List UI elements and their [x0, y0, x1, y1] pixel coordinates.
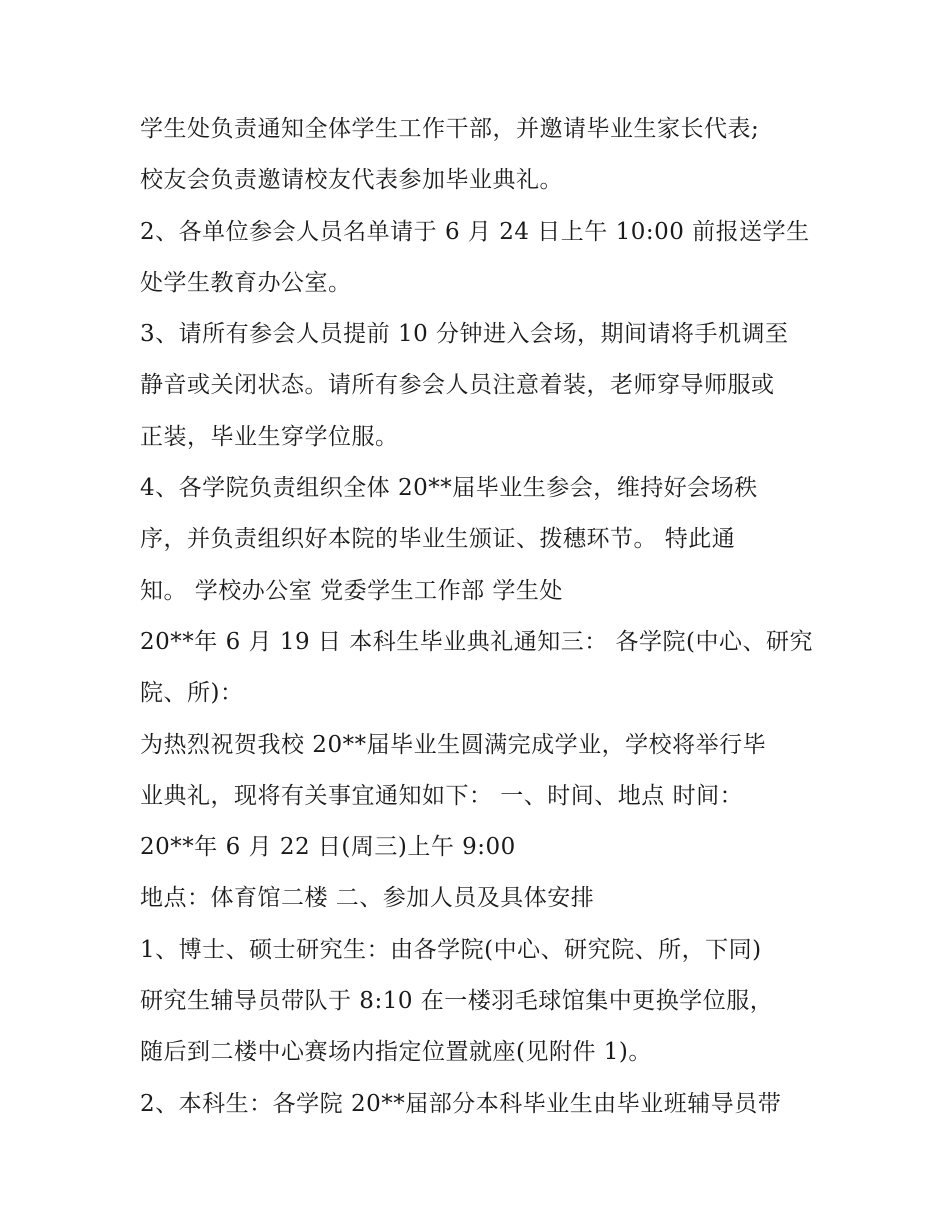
text-line: 正装，毕业生穿学位服。	[140, 423, 399, 450]
text-line: 学生处负责通知全体学生工作干部，并邀请毕业生家长代表;	[140, 116, 760, 142]
text-line: 序，并负责组织好本院的毕业生颁证、拨穗环节。 特此通	[140, 526, 736, 553]
text-line: 3、请所有参会人员提前 10 分钟进入会场，期间请将手机调至	[140, 321, 789, 348]
text-line: 地点：体育馆二楼 二、参加人员及具体安排	[140, 885, 595, 912]
document-body	[140, 104, 830, 1130]
text-line: 20**年 6 月 22 日(周三)上午 9:00	[140, 834, 516, 861]
text-line: 院、所)：	[140, 680, 244, 707]
text-line: 处学生教育办公室。	[140, 269, 352, 296]
text-line: 1、博士、硕士研究生：由各学院(中心、研究院、所，下同)	[140, 936, 762, 963]
text-line: 业典礼，现将有关事宜通知如下： 一、时间、地点 时间：	[140, 782, 744, 809]
text-line: 校友会负责邀请校友代表参加毕业典礼。	[140, 167, 563, 194]
text-line: 2、各单位参会人员名单请于 6 月 24 日上午 10:00 前报送学生	[140, 218, 810, 245]
text-line: 研究生辅导员带队于 8:10 在一楼羽毛球馆集中更换学位服，	[140, 988, 774, 1015]
text-line: 为热烈祝贺我校 20**届毕业生圆满完成学业，学校将举行毕	[140, 731, 767, 758]
text-line: 20**年 6 月 19 日 本科生毕业典礼通知三： 各学院(中心、研究	[140, 628, 814, 655]
text-line: 4、各学院负责组织全体 20**届毕业生参会，维持好会场秩	[140, 475, 758, 502]
text-line: 知。 学校办公室 党委学生工作部 学生处	[140, 577, 563, 604]
text-line: 2、本科生：各学院 20**届部分本科毕业生由毕业班辅导员带	[140, 1090, 782, 1117]
text-line: 静音或关闭状态。请所有参会人员注意着装，老师穿导师服或	[140, 372, 775, 399]
text-line: 随后到二楼中心赛场内指定位置就座(见附件 1)。	[140, 1039, 652, 1066]
